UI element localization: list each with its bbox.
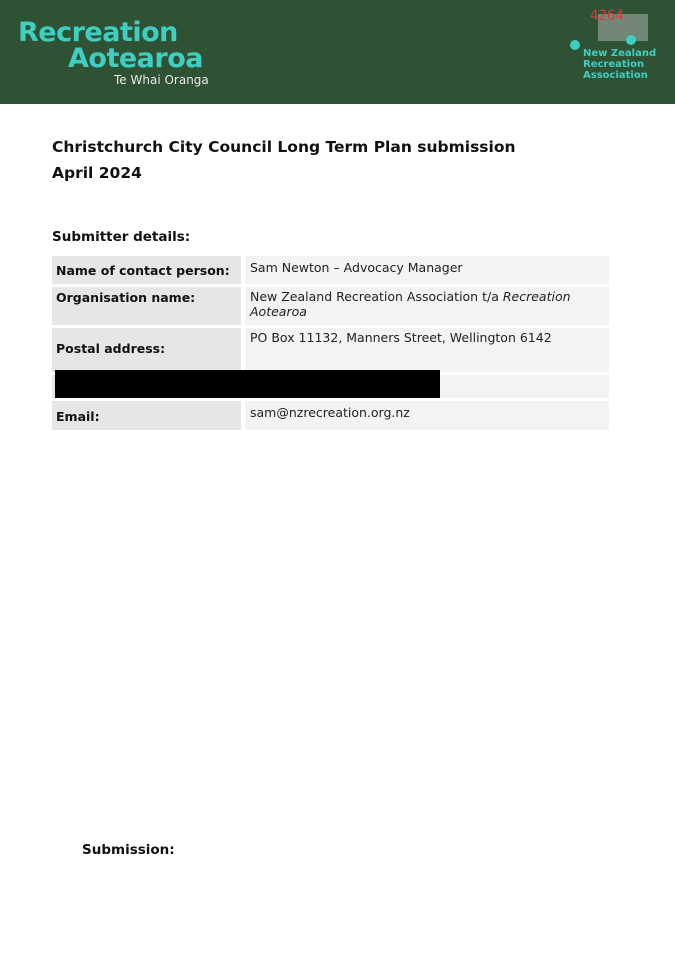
contact-label: Name of contact person:: [52, 256, 241, 284]
email-row: [52, 401, 609, 430]
organisation-value: [245, 287, 609, 325]
postal-row: [52, 328, 609, 372]
nzra-logo: [583, 48, 656, 81]
title-line-1: Christchurch City Council Long Term Plan submission: [52, 138, 516, 156]
submitter-details-heading: Submitter details:: [52, 229, 191, 245]
organisation-value-plain: New Zealand Recreation Association t/a: [250, 289, 503, 304]
organisation-label: Organisation name:: [52, 287, 241, 325]
email-label: Email:: [52, 401, 241, 430]
nzra-line-2: Recreation: [583, 59, 645, 70]
email-value: sam@nzrecreation.org.nz: [245, 401, 609, 430]
organisation-value-italic: Recreation Aotearoa: [250, 289, 571, 319]
postal-value: PO Box 11132, Manners Street, Wellington 6142: [245, 328, 609, 372]
redaction-block: [55, 370, 440, 398]
postal-label: Postal address:: [52, 328, 241, 372]
nzra-line-1: New Zealand: [583, 48, 657, 59]
document-title: [52, 134, 516, 186]
submission-heading: Submission:: [82, 842, 175, 858]
title-line-2: April 2024: [52, 164, 142, 182]
organisation-row: [52, 287, 609, 325]
recreation-aotearoa-logo: [18, 17, 209, 87]
document-stamp-number: 4264: [590, 8, 624, 24]
contact-value: Sam Newton – Advocacy Manager: [245, 256, 609, 284]
logo-line-2: Aotearoa: [68, 43, 203, 74]
logo-line-1: Recreation: [18, 17, 178, 48]
contact-row: [52, 256, 609, 284]
nzra-logo-dots-icon: [568, 30, 648, 50]
logo-tagline: Te Whai Oranga: [114, 73, 209, 87]
page-header: [0, 0, 675, 104]
nzra-line-3: Association: [583, 70, 648, 81]
